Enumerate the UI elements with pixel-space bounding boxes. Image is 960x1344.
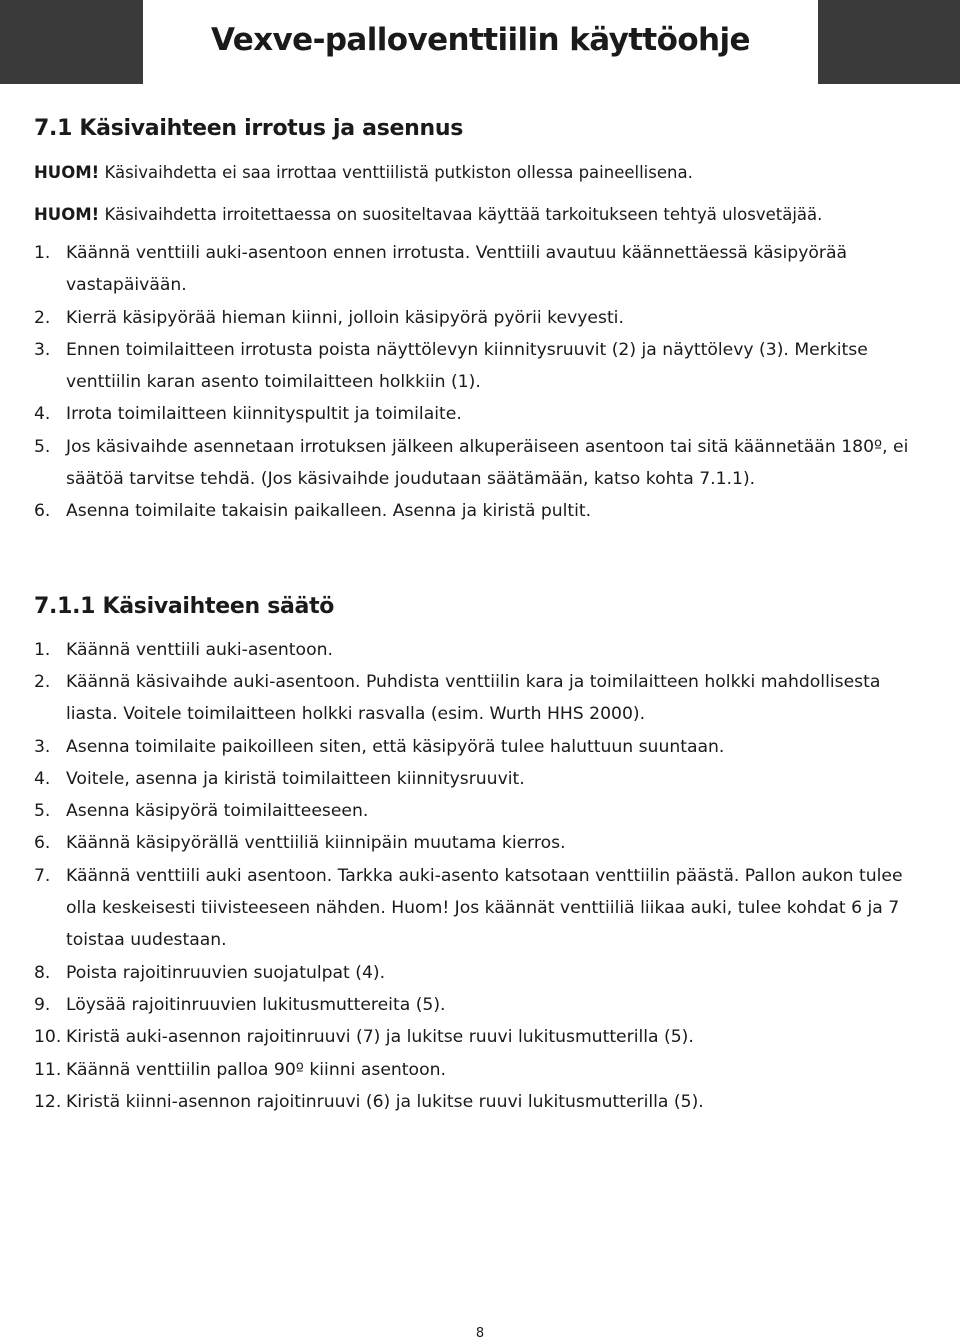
header-bar-left [0,0,143,84]
step-number: 9. [34,994,51,1015]
step-number: 7. [34,865,51,886]
step-number: 5. [34,801,51,822]
page-content [34,112,924,1118]
warning-text: Käsivaihdetta irroitettaessa on suositeltavaa käyttää tarkoitukseen tehtyä ulosvetäjää. [104,205,823,224]
step-number: 6. [34,501,51,522]
step-text: Käännä venttiilin palloa 90º kiinni asentoon. [66,1059,446,1080]
step-text: Käännä venttiili auki asentoon. Tarkka auki-asento katsotaan venttiilin päästä. Pallon aukon tulee olla keskeisesti tiivisteeseen nähden. Huom! Jos käännät venttiiliä liikaa auki, tulee kohdat 6 ja 7 toistaa uudestaan. [66,865,903,951]
step-number: 3. [34,736,51,757]
step-number: 2. [34,307,51,328]
warning-note [34,159,924,187]
step-number: 1. [34,243,51,263]
step-number: 11. [34,1059,62,1080]
warning-note [34,201,924,229]
list-item [34,1086,924,1118]
header-bar-right [818,0,960,84]
step-text: Asenna toimilaite takaisin paikalleen. Asenna ja kiristä pultit. [66,501,592,522]
list-item [34,795,924,827]
list-item [34,495,924,527]
step-text: Asenna toimilaite paikoilleen siten, että käsipyörä tulee haluttuun suuntaan. [66,736,725,757]
section-heading-7-1-1: 7.1.1 Käsivaihteen säätö [34,593,335,619]
list-item [34,763,924,795]
list-item [34,666,924,731]
step-number: 1. [34,639,51,660]
step-number: 3. [34,339,51,360]
step-text: Käännä käsipyörällä venttiiliä kiinnipäin muutama kierros. [66,833,566,854]
document-title: Vexve-palloventtiilin käyttöohje [211,22,750,58]
list-item [34,237,924,302]
step-number: 6. [34,833,51,854]
step-text: Irrota toimilaitteen kiinnityspultit ja toimilaite. [66,404,462,425]
step-number: 4. [34,768,51,789]
list-item [34,731,924,763]
step-text: Jos käsivaihde asennetaan irrotuksen jälkeen alkuperäiseen asentoon tai sitä käännetään 180º, ei säätöä tarvitse tehdä. (Jos käsivaihde joudutaan säätämään, katso kohta 7.1.1). [66,436,909,490]
step-text: Käännä käsivaihde auki-asentoon. Puhdista venttiilin kara ja toimilaitteen holkki mahdollisesta liasta. Voitele toimilaitteen holkki rasvalla (esim. Wurth HHS 2000). [66,671,881,725]
step-text: Käännä venttiili auki-asentoon. [66,639,333,660]
list-item [34,1021,924,1053]
step-text: Ennen toimilaitteen irrotusta poista näyttölevyn kiinnitysruuvit (2) ja näyttölevy (3). Merkitse venttiilin karan asento toimilaitteen holkkiin (1). [66,339,868,393]
step-text: Voitele, asenna ja kiristä toimilaitteen kiinnitysruuvit. [66,768,525,789]
step-text: Kierrä käsipyörää hieman kiinni, jolloin käsipyörä pyörii kevyesti. [66,307,624,328]
step-text: Kiristä kiinni-asennon rajoitinruuvi (6) ja lukitse ruuvi lukitusmutterilla (5). [66,1091,704,1112]
list-item [34,1054,924,1086]
list-item [34,431,924,496]
list-item [34,398,924,430]
step-number: 5. [34,436,51,457]
step-number: 8. [34,962,51,983]
page-number: 8 [475,1326,485,1341]
adjustment-steps-list [34,634,924,1118]
list-item [34,860,924,957]
step-number: 12. [34,1091,62,1112]
step-text: Poista rajoitinruuvien suojatulpat (4). [66,962,386,983]
warning-label: HUOM! [34,163,100,182]
list-item [34,957,924,989]
warning-text: Käsivaihdetta ei saa irrottaa venttiilistä putkiston ollessa paineellisena. [104,163,693,182]
section-heading-7-1: 7.1 Käsivaihteen irrotus ja asennus [34,116,464,141]
step-number: 2. [34,671,51,692]
list-item [34,827,924,859]
step-number: 10. [34,1027,62,1048]
list-item [34,634,924,666]
step-number: 4. [34,404,51,425]
list-item [34,989,924,1021]
step-text: Käännä venttiili auki-asentoon ennen irrotusta. Venttiili avautuu käännettäessä käsipyörää vastapäivään. [66,243,848,296]
step-text: Kiristä auki-asennon rajoitinruuvi (7) ja lukitse ruuvi lukitusmutterilla (5). [66,1027,694,1048]
step-text: Löysää rajoitinruuvien lukitusmuttereita (5). [66,994,446,1015]
warning-label: HUOM! [34,205,100,224]
list-item [34,334,924,399]
list-item [34,302,924,334]
removal-steps-list [34,237,924,528]
step-text: Asenna käsipyörä toimilaitteeseen. [66,801,369,822]
